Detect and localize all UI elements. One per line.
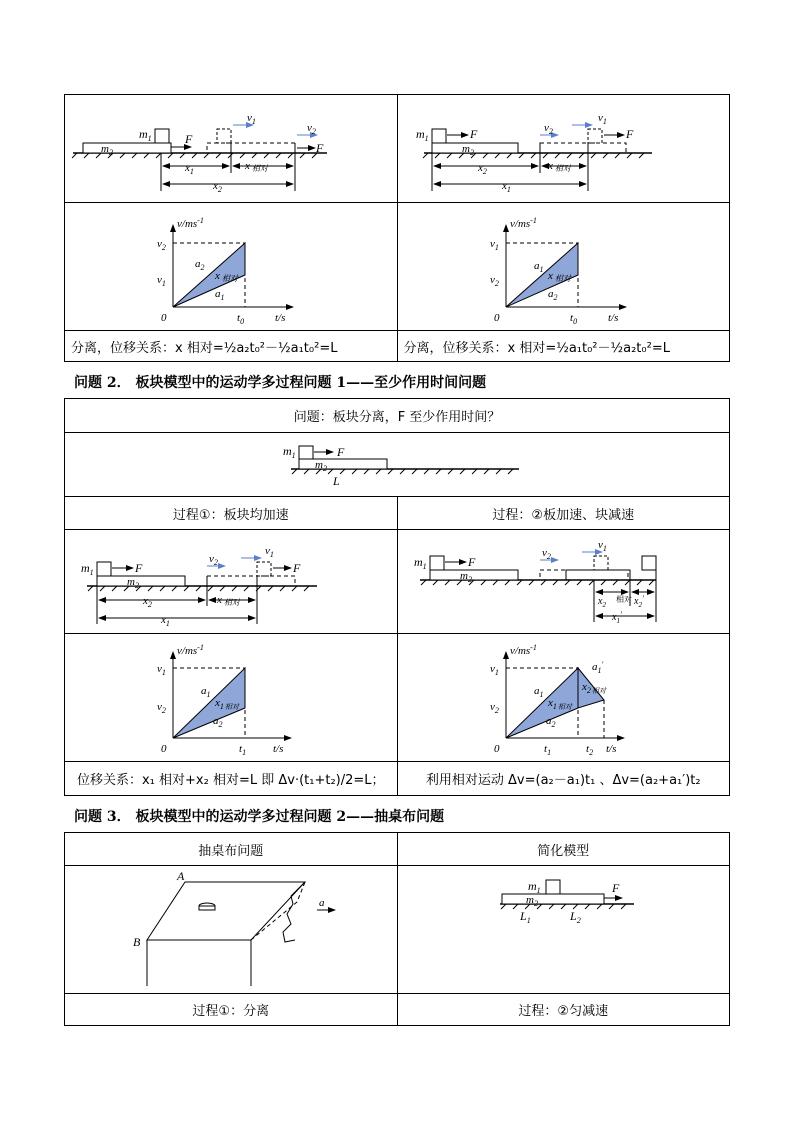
problem3-col2: 简化模型 [397, 833, 730, 865]
x2-rel-label: $x_2$相对 [581, 681, 606, 695]
v-axis-label: $v/ms^{-1}$ [177, 216, 204, 230]
origin-label: 0 [161, 743, 167, 755]
x1-label: $x_1$ [161, 614, 170, 628]
L1-label: $L_1$ [519, 909, 531, 925]
stage2-label: 过程：②板加速、块减速 [397, 497, 730, 529]
a1-prime-label: $a_1'$ [591, 660, 603, 675]
x2-label: $x_2$ [597, 596, 606, 609]
diagram-case-b [397, 95, 730, 202]
m1-label: $m_1$ [139, 127, 152, 143]
problem2-setup-diagram [65, 433, 729, 496]
stage1-label: 过程①：板块均加速 [172, 507, 289, 523]
v1-label: $v_1$ [597, 112, 607, 126]
v-axis-label: $v/ms^{-1}$ [509, 643, 537, 657]
v2-label: $v_2$ [307, 122, 316, 136]
t-axis-label: t/s [275, 312, 286, 324]
caption-case-a: 分离，位移关系：x 相对=½a₂t₀²－½a₁t₀²=L [71, 340, 338, 356]
stage2-diagram [397, 530, 730, 633]
stage2-vt-graph [397, 634, 730, 761]
v2-label: $v_2$ [209, 553, 218, 567]
top-table [64, 94, 730, 362]
force-label: F [469, 127, 477, 141]
rel-label: 相对 [615, 595, 632, 604]
m2-label: $m_2$ [525, 894, 538, 908]
t-axis-label: t/s [607, 312, 618, 324]
force-label: F [467, 555, 475, 569]
simplified-model-diagram [397, 866, 730, 993]
x1-prime-label: $x_1'$ [611, 610, 622, 625]
m1-label: $m_1$ [81, 561, 94, 577]
t-axis-label: t/s [273, 743, 284, 755]
force-label: F [316, 141, 324, 155]
t0-tick: $t_0$ [237, 312, 245, 326]
a1-label: $a_1$ [533, 685, 543, 699]
diagram-case-a [65, 95, 397, 202]
x1-rel-label: $x_1$相对 [215, 697, 239, 711]
t0-tick: $t_0$ [569, 312, 577, 326]
problem2-caption-left: 位移关系：x₁ 相对+x₂ 相对=L 即 Δv·(t₁+t₂)/2=L； [76, 773, 385, 788]
L2-label: $L_2$ [569, 909, 581, 925]
x1-label: $x_1$ [501, 180, 511, 194]
xrel-label: x 相对 [245, 160, 268, 173]
x2-label: $x_2$ [143, 595, 152, 609]
v2-tick: $v_2$ [157, 701, 166, 715]
x1-label: $x_1$ [185, 162, 194, 176]
xrel-label: x 相对 [217, 594, 240, 607]
length-label: L [333, 474, 340, 488]
origin-label: 0 [493, 312, 499, 324]
problem3-heading: 问题 3． 板块模型中的运动学多过程问题 2——抽桌布问题 [74, 809, 445, 825]
origin-label: 0 [493, 743, 499, 755]
m2-label: $m_2$ [461, 143, 474, 157]
t2-tick: $t_2$ [585, 743, 593, 757]
acceleration-label: a [319, 897, 325, 909]
v-axis-label: $v/ms^{-1}$ [509, 216, 537, 230]
problem2-table [64, 398, 730, 796]
force-label: F [337, 445, 345, 459]
t1-tick: $t_1$ [543, 743, 551, 757]
m2-label: $m_2$ [315, 459, 327, 473]
x1-rel-label: $x_1$相对 [547, 697, 572, 711]
v1-label: $v_1$ [265, 545, 274, 559]
a2-label: $a_2$ [547, 288, 557, 302]
a2-label: $a_2$ [213, 715, 223, 729]
problem3-table [64, 832, 730, 1026]
force-label: F [293, 561, 301, 575]
stage1-vt-graph [65, 634, 397, 761]
x2-label: $x_2$ [477, 162, 487, 176]
m1-label: $m_1$ [283, 444, 296, 460]
v1-label: $v_1$ [597, 539, 607, 553]
v-axis-label: $v/ms^{-1}$ [177, 643, 204, 657]
v2-label: $v_2$ [541, 547, 551, 561]
x2-label: $x_2$ [213, 180, 222, 194]
v2-label: $v_2$ [543, 122, 553, 136]
origin-label: 0 [161, 312, 167, 324]
caption-case-b: 分离，位移关系：x 相对=½a₁t₀²－½a₂t₀²=L [397, 331, 730, 361]
problem2-question: 问题：板块分离，F 至少作用时间？ [293, 410, 501, 425]
m2-label: $m_2$ [459, 570, 472, 584]
v1-tick: $v_1$ [489, 238, 499, 252]
v2-tick: $v_2$ [489, 274, 499, 288]
vt-graph-case-b [397, 203, 730, 330]
force-label: F [611, 881, 619, 895]
tablecloth-diagram [65, 866, 397, 993]
v2-tick: $v_2$ [157, 238, 166, 252]
problem3-stage1: 过程①：分离 [192, 1004, 270, 1019]
a1-label: $a_1$ [533, 260, 543, 274]
a2-label: $a_2$ [195, 258, 205, 272]
force-label: F [185, 132, 193, 146]
m1-label: $m_1$ [527, 879, 541, 895]
a1-label: $a_1$ [215, 288, 225, 302]
force-label: F [625, 127, 633, 141]
stage1-diagram [65, 530, 397, 633]
t1-tick: $t_1$ [239, 743, 247, 757]
xrel-label: x 相对 [547, 160, 571, 173]
problem2-caption-right: 利用相对运动 Δv=(a₂－a₁)t₁ 、Δv=(a₂+a₁′)t₂ [397, 762, 730, 795]
xrel-label: x 相对 [547, 270, 571, 283]
m1-label: $m_1$ [413, 555, 427, 571]
problem3-stage2: 过程：②匀减速 [397, 994, 730, 1025]
problem3-col1: 抽桌布问题 [198, 843, 264, 859]
force-label: F [135, 561, 143, 575]
corner-a-label: A [177, 869, 185, 883]
m2-label: $m_2$ [101, 143, 113, 157]
v1-tick: $v_1$ [489, 663, 499, 677]
v1-tick: $v_1$ [157, 274, 166, 288]
xrel-label: x 相对 [215, 270, 238, 283]
corner-b-label: B [133, 935, 141, 949]
m2-label: $m_2$ [127, 576, 139, 590]
v1-tick: $v_1$ [157, 663, 166, 677]
a1-label: $a_1$ [201, 685, 211, 699]
v2-tick: $v_2$ [489, 701, 499, 715]
t-axis-label: t/s [605, 743, 616, 755]
problem2-heading: 问题 2． 板块模型中的运动学多过程问题 1——至少作用时间问题 [74, 375, 487, 391]
v1-label: $v_1$ [247, 112, 256, 126]
x2-prime-label: $x_2'$ [633, 594, 644, 609]
m1-label: $m_1$ [415, 127, 429, 143]
a2-label: $a_2$ [545, 715, 555, 729]
vt-graph-case-a [65, 203, 397, 330]
